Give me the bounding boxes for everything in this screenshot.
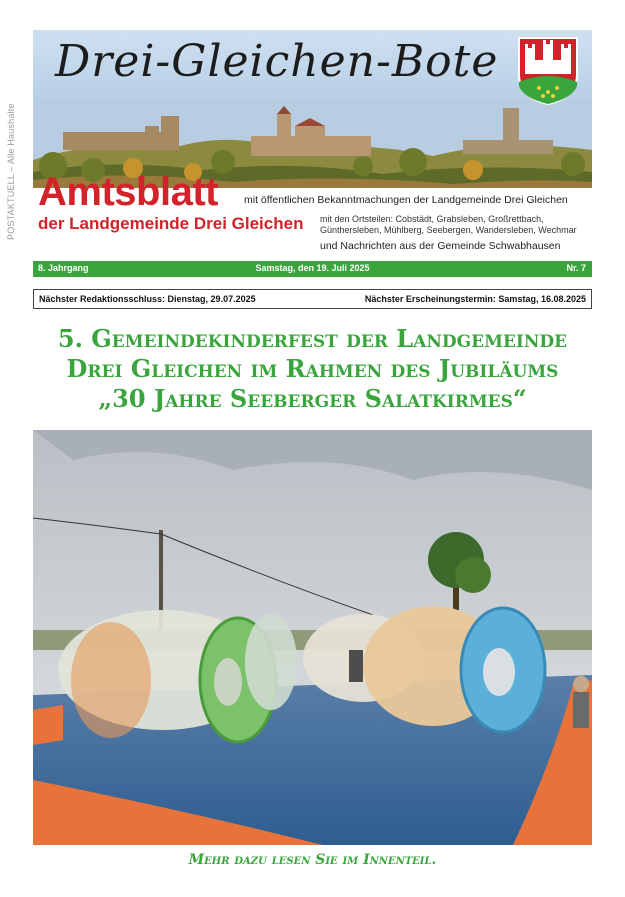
masthead-banner: [33, 30, 592, 188]
masthead-title: Drei-Gleichen-Bote: [55, 36, 499, 87]
municipality-subtitle: der Landgemeinde Drei Gleichen: [38, 214, 304, 233]
water-zorbing-photo: [33, 430, 592, 845]
public-notices-line: mit öffentlichen Bekanntmachungen der Landgemeinde Drei Gleichen: [244, 194, 568, 206]
editorial-deadline: Nächster Redaktionsschluss: Dienstag, 29.07.2025: [39, 294, 256, 304]
deadline-box: [33, 289, 592, 309]
issue-number: Nr. 7: [566, 263, 586, 273]
issue-info-bar: [33, 261, 592, 277]
districts-list: mit den Ortsteilen: Cobstädt, Grabsleben, Großrettbach, Günthersleben, Mühlberg, Seebergen, Wandersleben, Wechmar: [320, 214, 577, 235]
side-note: POSTAKTUELL – Alle Haushalte: [6, 103, 16, 240]
headline-line-3: „30 Jahre Seeberger Salatkirmes“: [98, 384, 527, 413]
amtsblatt-title: Amtsblatt: [38, 170, 218, 214]
next-issue-date: Nächster Erscheinungstermin: Samstag, 16.08.2025: [364, 294, 586, 304]
headline-line-1: 5. Gemeindekinderfest der Landgemeinde: [57, 324, 568, 353]
issue-date: Samstag, den 19. Juli 2025: [255, 263, 370, 273]
headline-line-2: Drei Gleichen im Rahmen des Jubiläums: [66, 354, 559, 383]
main-headline: [33, 324, 592, 414]
news-notice-line: und Nachrichten aus der Gemeinde Schwabhausen: [320, 240, 561, 252]
volume-label: 8. Jahrgang: [38, 263, 89, 273]
photo-caption: Mehr dazu lesen Sie im Innenteil.: [188, 852, 437, 868]
coat-of-arms-icon: [517, 36, 579, 106]
